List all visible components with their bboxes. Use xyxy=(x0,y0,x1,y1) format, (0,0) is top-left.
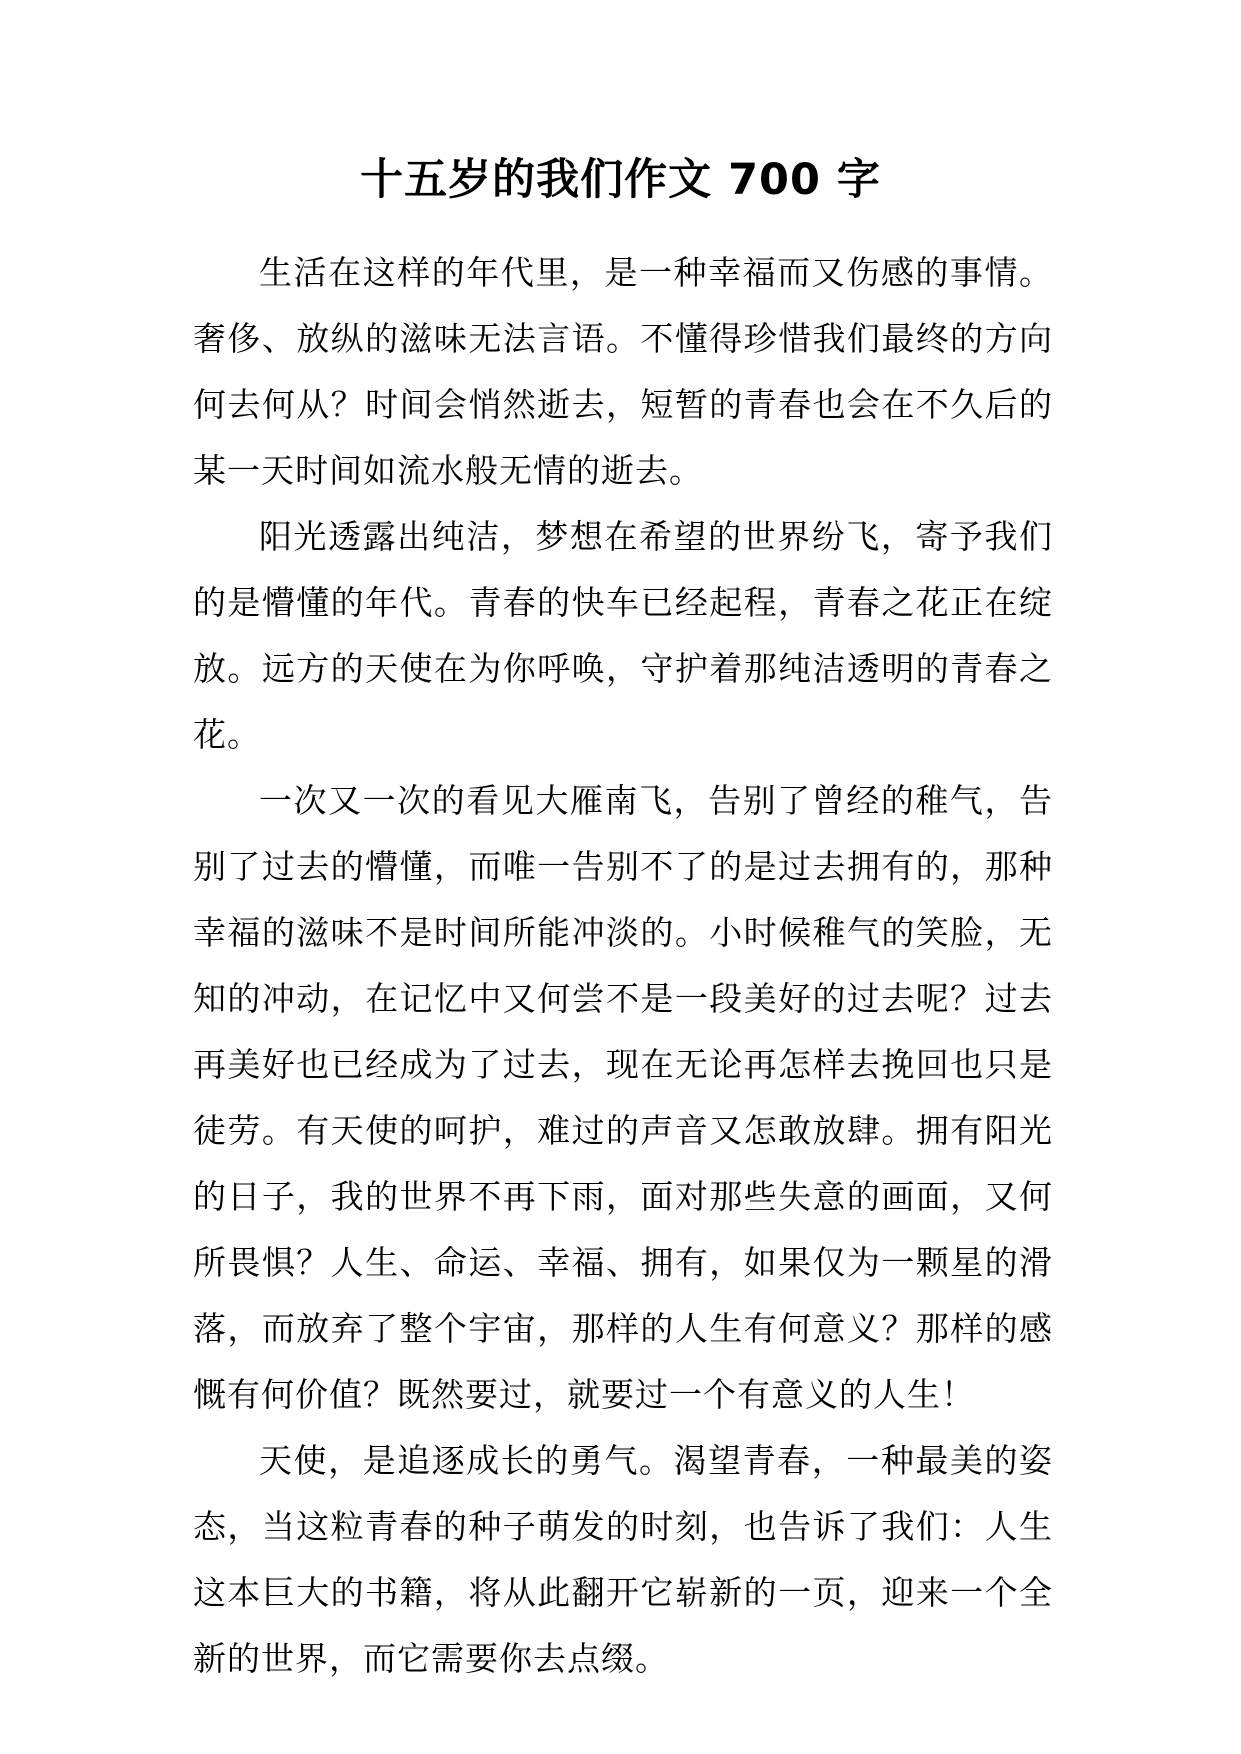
document-title: 十五岁的我们作文 700 字 xyxy=(360,155,881,205)
paragraph-4: 天使，是追逐成长的勇气。渴望青春，一种最美的姿态，当这粒青春的种子萌发的时刻，也告诉了我们：人生这本巨大的书籍，将从此翻开它崭新的一页，迎来一个全新的世界，而它需要你去点缀。 xyxy=(193,1441,1053,1678)
paragraph-3: 一次又一次的看见大雁南飞，告别了曾经的稚气，告别了过去的懵懂，而唯一告别不了的是过去拥有的，那种幸福的滋味不是时间所能冲淡的。小时候稚气的笑脸，无知的冲动，在记忆中又何尝不是一段美好的过去呢？过去再美好也已经成为了过去，现在无论再怎样去挽回也只是徒劳。有天使的呵护，难过的声音又怎敢放肆。拥有阳光的日子，我的世界不再下雨，面对那些失意的画面，又何所畏惧？人生、命运、幸福、拥有，如果仅为一颗星的滑落，而放弃了整个宇宙，那样的人生有何意义？那样的感慨有何价值？既然要过，就要过一个有意义的人生！ xyxy=(193,781,1053,1414)
paragraph-2: 阳光透露出纯洁，梦想在希望的世界纷飞，寄予我们的是懵懂的年代。青春的快车已经起程，青春之花正在绽放。远方的天使在为你呼唤，守护着那纯洁透明的青春之花。 xyxy=(193,517,1053,754)
paragraph-1: 生活在这样的年代里，是一种幸福而又伤感的事情。奢侈、放纵的滋味无法言语。不懂得珍惜我们最终的方向何去何从？时间会悄然逝去，短暂的青春也会在不久后的某一天时间如流水般无情的逝去。 xyxy=(193,253,1053,490)
essay-body xyxy=(193,240,1053,1692)
